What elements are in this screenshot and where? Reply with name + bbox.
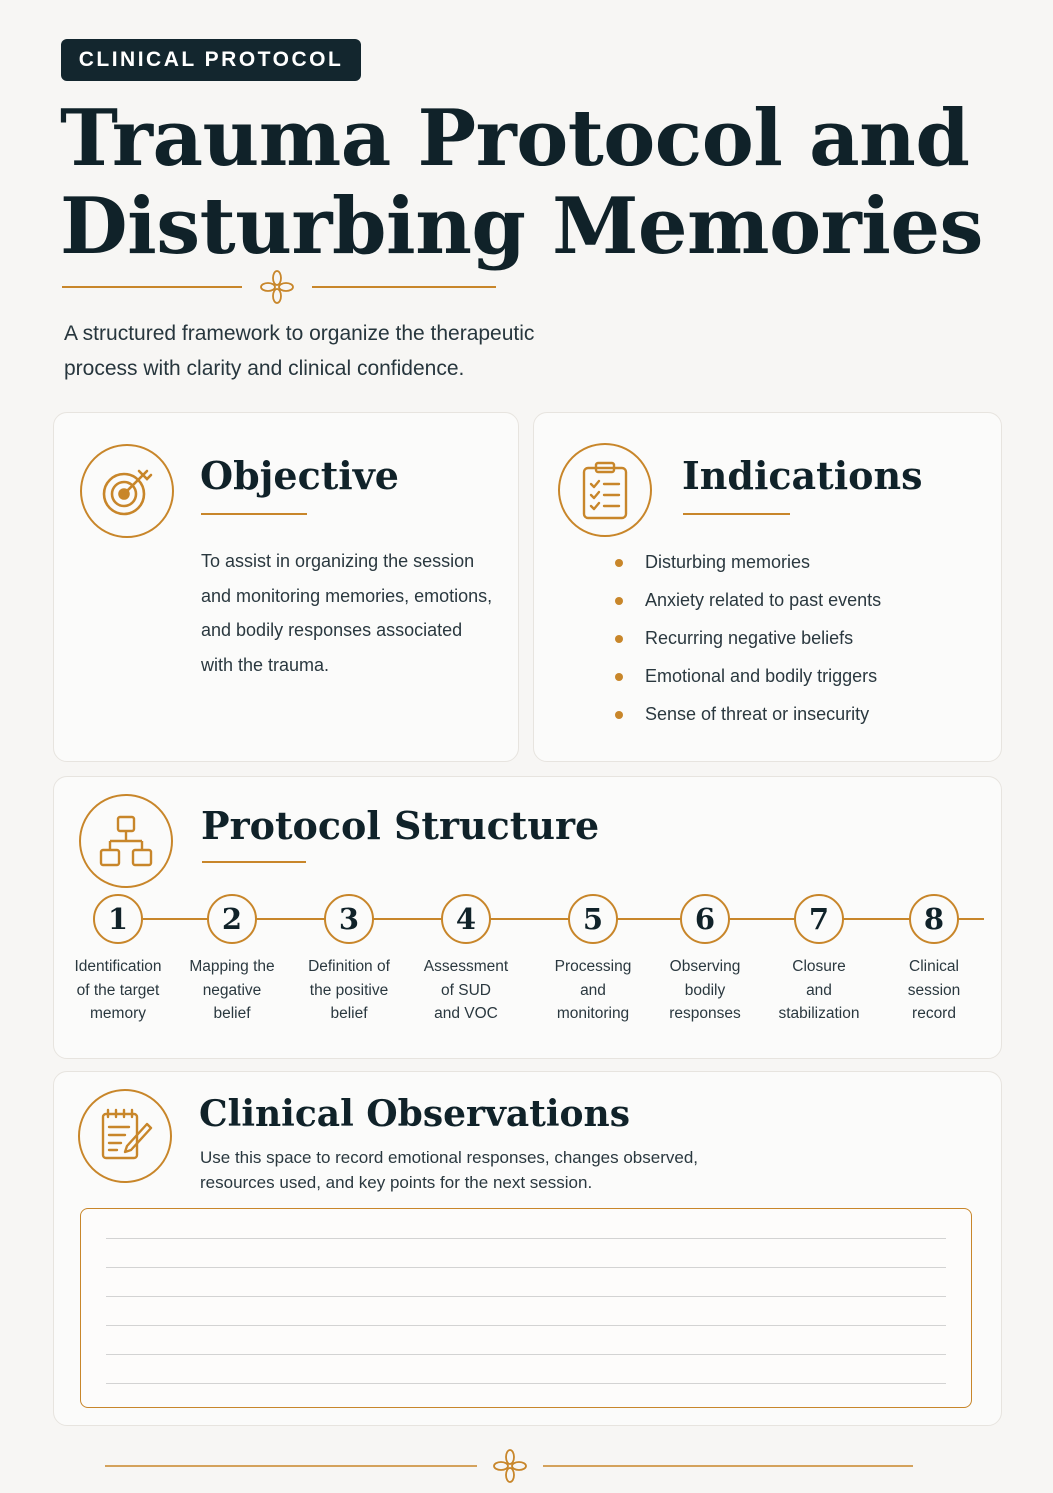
objective-text: To assist in organizing the session and monitoring memories, emotions, and bodily responses associated with the trauma. bbox=[201, 551, 493, 675]
ornament-flourish-icon bbox=[261, 271, 293, 303]
step-number: 1 bbox=[93, 894, 143, 944]
list-item: Disturbing memories bbox=[615, 543, 881, 581]
step-number: 4 bbox=[441, 894, 491, 944]
objective-icon-circle bbox=[80, 444, 174, 538]
indications-title: Indications bbox=[682, 453, 923, 498]
objective-title-underline bbox=[201, 513, 307, 515]
step-label: Processing and monitoring bbox=[554, 958, 632, 1022]
list-item: Emotional and bodily triggers bbox=[615, 657, 881, 695]
page-title-line-2: Disturbing Memories bbox=[60, 181, 983, 272]
page-title-line-1: Trauma Protocol and bbox=[60, 93, 970, 184]
step-number: 6 bbox=[680, 894, 730, 944]
indications-icon-circle bbox=[558, 443, 652, 537]
notes-textarea[interactable] bbox=[80, 1208, 972, 1408]
protocol-title-underline bbox=[202, 861, 306, 863]
step-label: Observing bodily responses bbox=[669, 958, 741, 1022]
step-label: Mapping the negative belief bbox=[189, 958, 275, 1022]
notes-rule-line bbox=[106, 1267, 946, 1268]
notes-rule-line bbox=[106, 1238, 946, 1239]
indications-list bbox=[615, 543, 881, 733]
step-number: 8 bbox=[909, 894, 959, 944]
step-number: 7 bbox=[794, 894, 844, 944]
hierarchy-icon bbox=[98, 814, 154, 868]
list-item: Sense of threat or insecurity bbox=[615, 695, 881, 733]
page-subtitle: A structured framework to organize the therapeutic process with clarity and clinical confidence. bbox=[64, 322, 535, 380]
step-number: 3 bbox=[324, 894, 374, 944]
observations-icon-circle bbox=[78, 1089, 172, 1183]
objective-title: Objective bbox=[200, 453, 399, 498]
category-badge: CLINICAL PROTOCOL bbox=[61, 39, 361, 81]
indications-title-underline bbox=[683, 513, 790, 515]
notepad-pen-icon bbox=[97, 1108, 153, 1164]
step-label: Identification of the target memory bbox=[74, 958, 162, 1022]
step-label: Definition of the positive belief bbox=[308, 958, 390, 1022]
protocol-icon-circle bbox=[79, 794, 173, 888]
objective-card bbox=[53, 412, 519, 762]
observations-title: Clinical Observations bbox=[199, 1093, 630, 1135]
protocol-title: Protocol Structure bbox=[201, 803, 600, 848]
step-label: Clinical session record bbox=[907, 958, 961, 1022]
observations-description: Use this space to record emotional responses, changes observed, resources used, and key points for the next session. bbox=[200, 1148, 698, 1192]
clipboard-checklist-icon bbox=[578, 460, 632, 520]
notes-rule-line bbox=[106, 1354, 946, 1355]
step-label: Assessment of SUD and VOC bbox=[423, 958, 509, 1022]
ornament-flourish-icon bbox=[494, 1450, 526, 1482]
list-item: Recurring negative beliefs bbox=[615, 619, 881, 657]
list-item: Anxiety related to past events bbox=[615, 581, 881, 619]
footer-divider bbox=[103, 1448, 915, 1484]
step-number: 5 bbox=[568, 894, 618, 944]
notes-rule-line bbox=[106, 1325, 946, 1326]
page-title bbox=[60, 95, 983, 271]
notes-rule-line bbox=[106, 1383, 946, 1384]
indications-card bbox=[533, 412, 1002, 762]
header-divider bbox=[60, 270, 500, 304]
step-number: 2 bbox=[207, 894, 257, 944]
target-icon bbox=[99, 463, 155, 519]
step-label: Closure and stabilization bbox=[778, 958, 860, 1022]
notes-rule-line bbox=[106, 1296, 946, 1297]
